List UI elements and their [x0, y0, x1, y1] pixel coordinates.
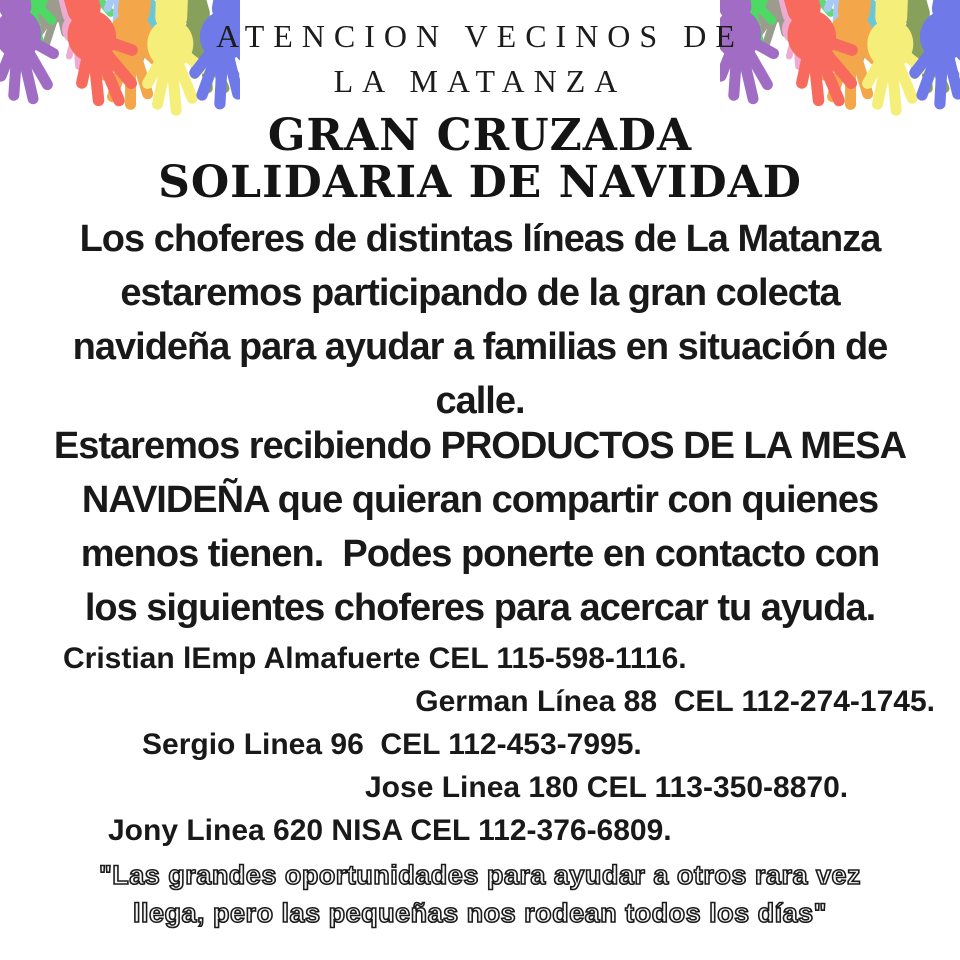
title-line-2: SOLIDARIA DE NAVIDAD: [158, 157, 802, 208]
contact-line-sergio: Sergio Linea 96 CEL 112-453-7995.: [142, 728, 642, 761]
quote-line-1: "Las grandes oportunidades para ayudar a otros rara vez: [98, 860, 862, 890]
contact-list: [0, 637, 960, 852]
title-line-1: GRAN CRUZADA: [267, 110, 693, 161]
footer-quote: [0, 856, 960, 932]
flyer-title: [0, 112, 960, 206]
body-line: Estaremos recibiendo PRODUCTOS DE LA MESA: [53, 425, 907, 467]
paragraph-intro: [0, 212, 960, 428]
contact-line-german: German Línea 88 CEL 112-274-1745.: [415, 685, 935, 718]
body-line: los siguientes choferes para acercar tu ayuda.: [84, 587, 876, 629]
body-line: calle.: [435, 380, 525, 422]
body-line: NAVIDEÑA que quieran compartir con quienes: [81, 479, 879, 521]
flyer-header: [0, 14, 960, 104]
paragraph-details: [0, 419, 960, 635]
contact-line-jose: Jose Linea 180 CEL 113-350-8870.: [365, 771, 849, 804]
contact-line-jony: Jony Linea 620 NISA CEL 112-376-6809.: [108, 814, 672, 847]
contact-line-cristian: Cristian lEmp Almafuerte CEL 115-598-1116.: [63, 642, 687, 675]
header-line-1: ATENCION VECINOS DE: [216, 18, 744, 54]
body-line: Los choferes de distintas líneas de La Matanza: [79, 218, 881, 260]
header-line-2: LA MATANZA: [333, 63, 627, 99]
quote-line-2: llega, pero las pequeñas nos rodean todos los días": [133, 898, 827, 928]
body-line: estaremos participando de la gran colecta: [120, 272, 840, 314]
body-line: menos tienen. Podes ponerte en contacto con: [80, 533, 880, 575]
body-line: navideña para ayudar a familias en situación de: [72, 326, 888, 368]
